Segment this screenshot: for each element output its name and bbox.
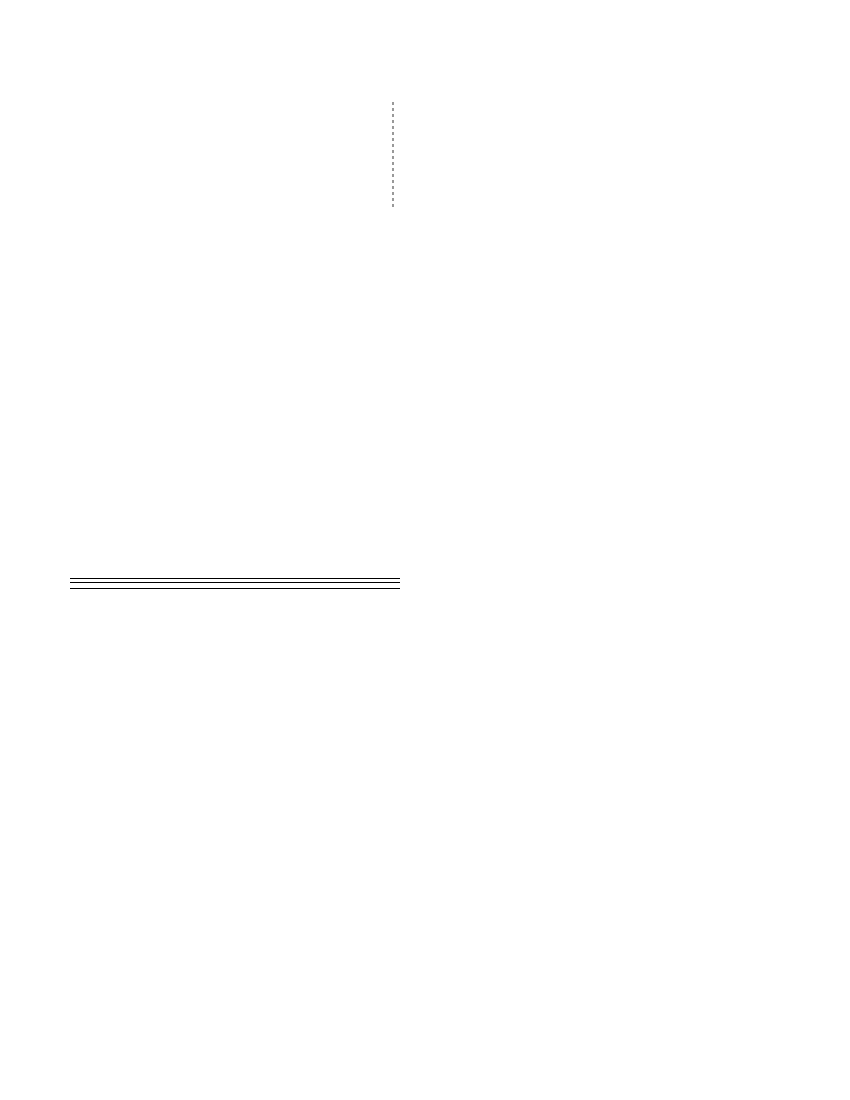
table-5 <box>70 578 400 589</box>
figure-5 <box>60 98 790 216</box>
figure-6-heatmap <box>68 276 420 472</box>
